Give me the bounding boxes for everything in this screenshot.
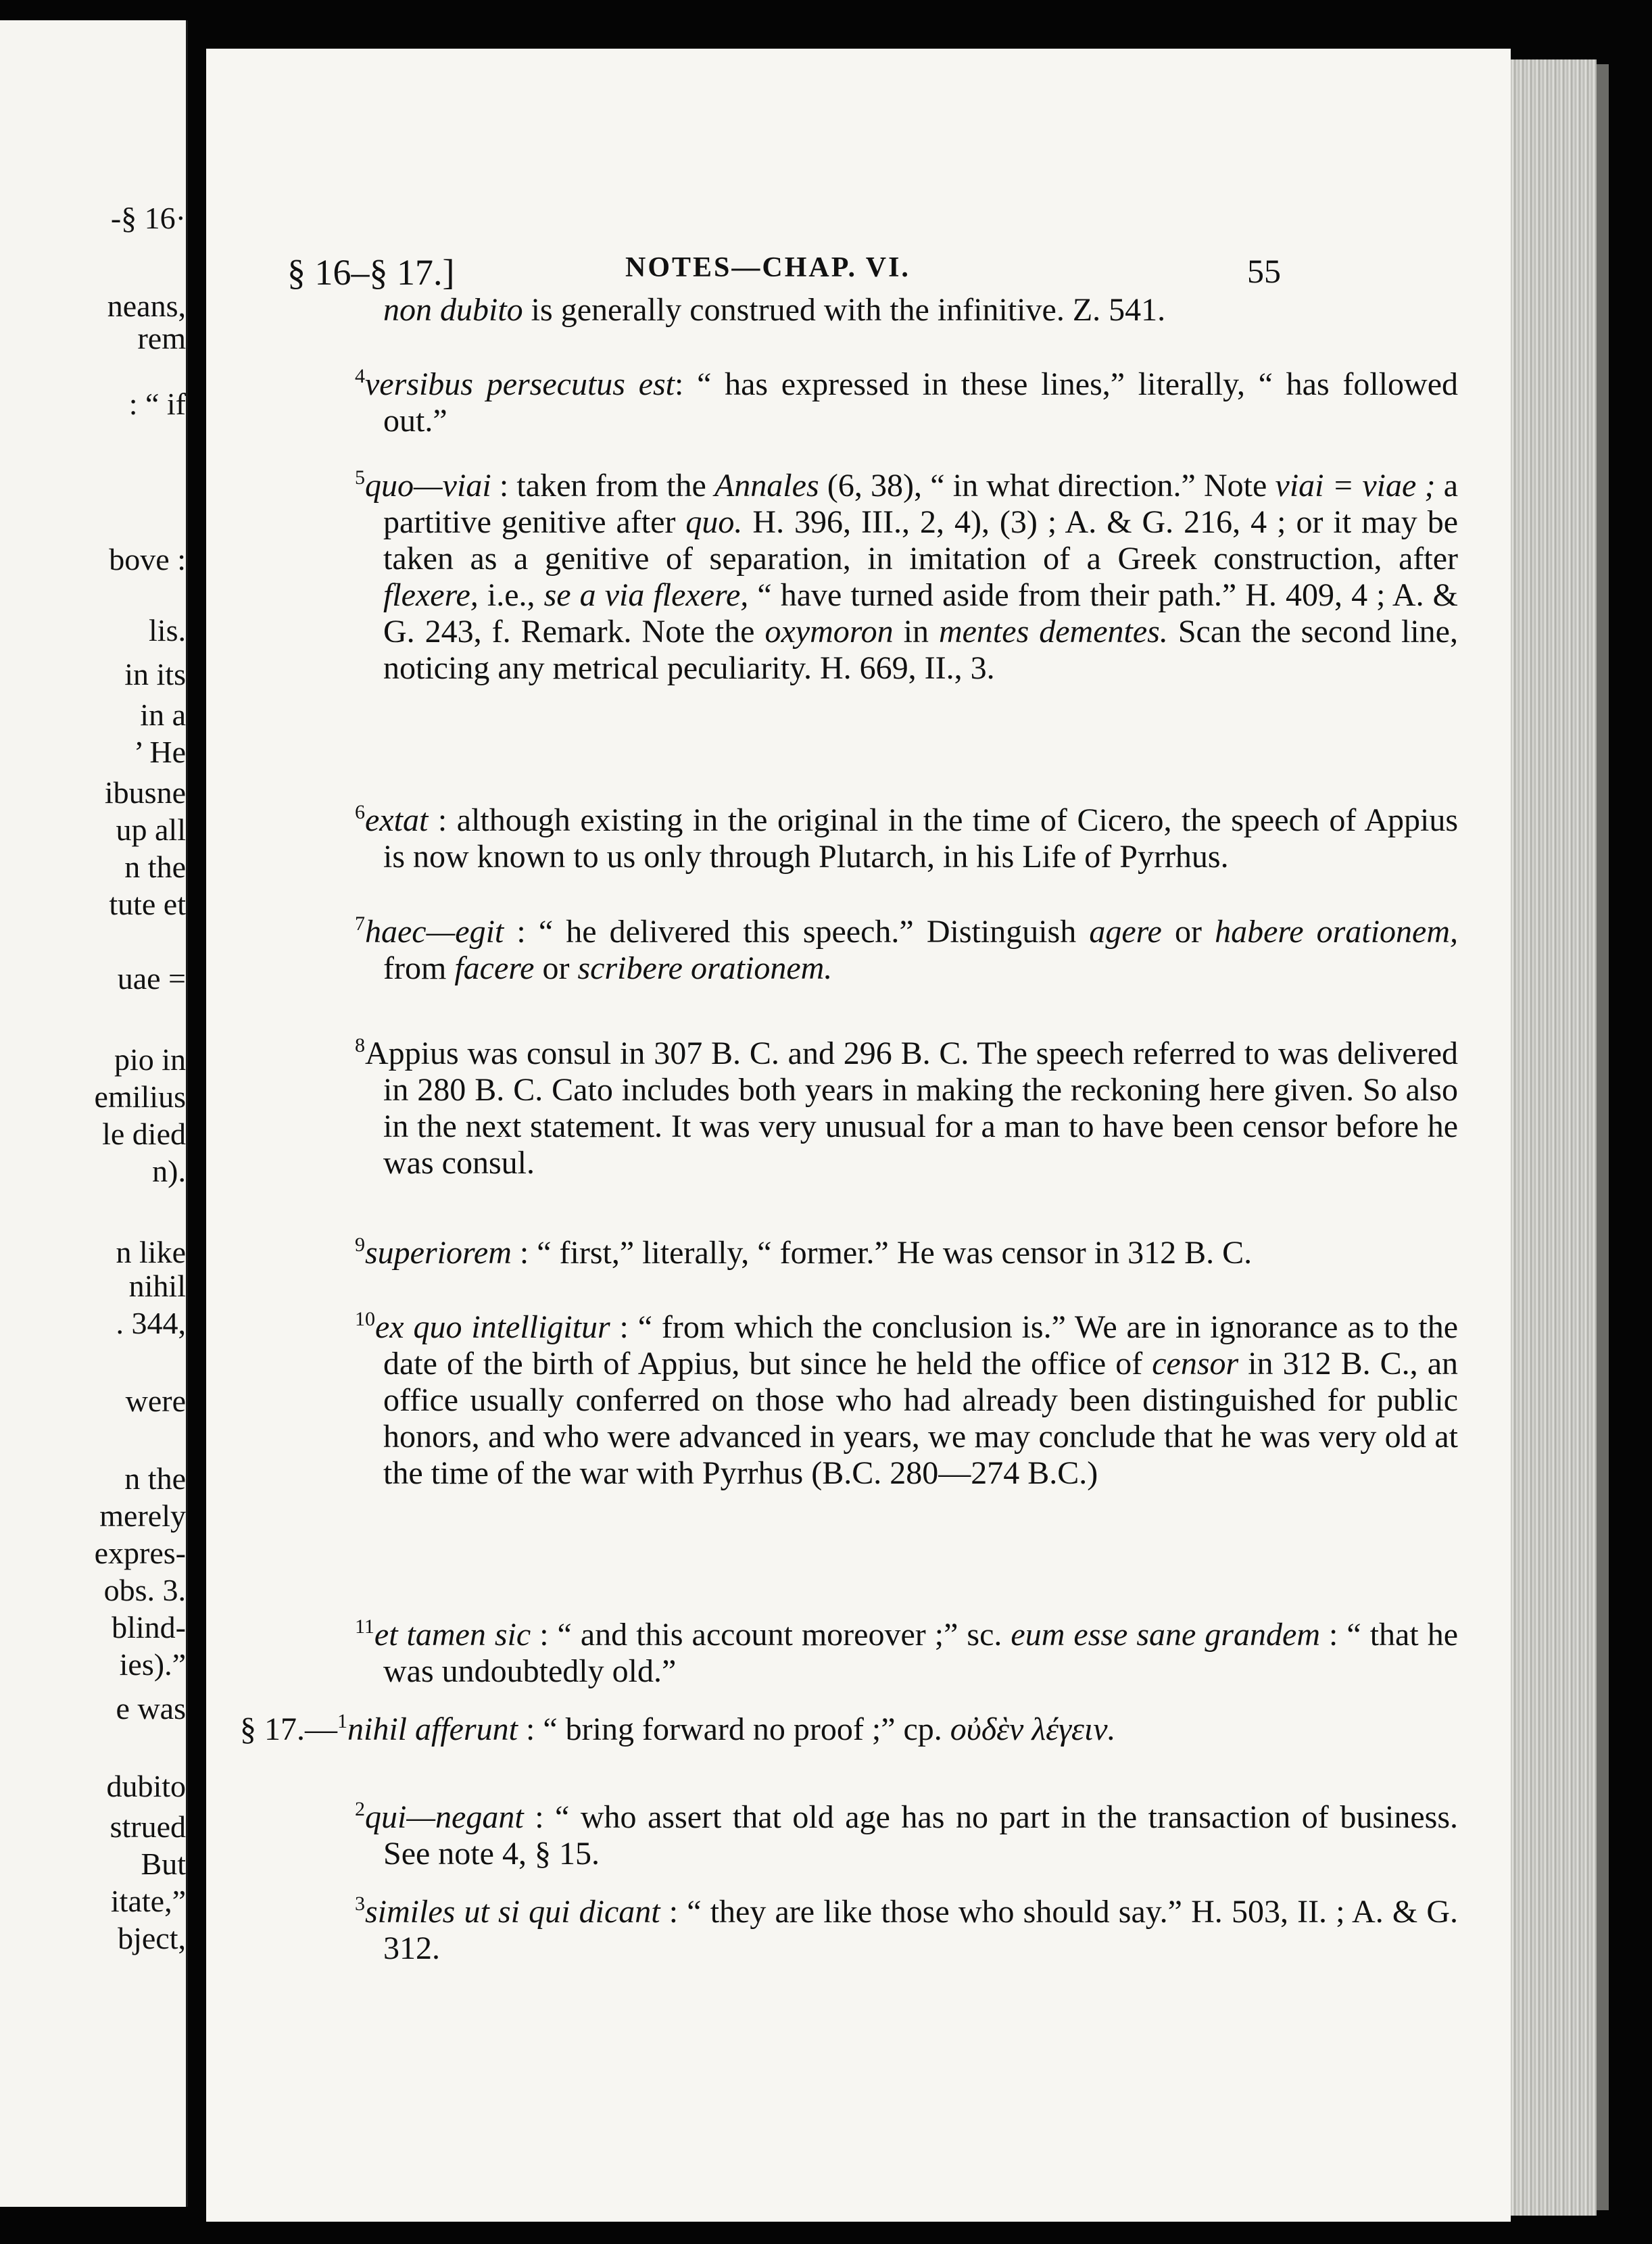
facing-page-line: bject, [118,1921,186,1955]
note-italic-text: habere orationem, [1215,914,1459,950]
note-text: : “ and this account moreover ;” sc. [531,1617,1011,1653]
page-edges [1509,59,1597,2216]
facing-page-line: were [125,1384,186,1418]
facing-page-fragment [0,20,188,2207]
note-lemma: non dubito [383,292,523,328]
note-text: : “ from which the conclusion is.” We are in ignorance as to the date of the birth of Appius, but since he held the office of [383,1309,1458,1382]
note-text: from [383,950,455,986]
running-title: NOTES—CHAP. VI. [625,252,910,283]
note-text: : “ that he was undoubtedly old.” [383,1617,1459,1689]
note-s17n3 [355,1894,1458,1967]
facing-page-line: emilius [94,1079,186,1114]
note-number: 10 [355,1308,375,1330]
note-italic-text: οὐδὲν λέγειν. [950,1711,1116,1747]
note-number: 6 [355,801,365,823]
note-text: a partitive genitive after [383,468,1459,540]
note-number: 9 [355,1234,365,1256]
facing-page-line: ibusne [104,775,186,810]
note-n10 [355,1309,1458,1492]
note-italic-text: mentes dementes. [938,614,1168,650]
facing-page-line: uae = [117,961,186,996]
note-italic-text: flexere, [383,577,479,613]
facing-page-line: n like [116,1235,186,1269]
facing-page-line: nihil [128,1269,186,1303]
facing-page-line: strued [110,1809,186,1844]
note-number: 1 [337,1710,347,1732]
note-text: is generally construed with the infinitive. Z. 541. [523,292,1166,328]
note-n5 [355,468,1458,687]
note-lemma: superiorem [365,1235,512,1271]
note-italic-text: facere [454,950,535,986]
note-italic-text: scribere orationem. [577,950,833,986]
note-lemma: ex quo intelligitur [375,1309,610,1345]
note-text: or [1161,914,1215,950]
note-text: : “ he delivered this speech.” Distinguish [504,914,1090,950]
facing-page-line: obs. 3. [103,1573,186,1607]
facing-page-line: n the [124,1461,186,1496]
note-italic-text: quo. [685,504,743,540]
note-text: : “ has expressed in these lines,” literally, “ has followed out.” [383,366,1458,439]
note-italic-text: eum esse sane grandem [1011,1617,1321,1653]
note-italic-text: oxymoron [764,614,894,650]
facing-page-line: itate,” [110,1884,186,1918]
facing-page-line: tute et [109,887,186,921]
note-n4 [355,366,1458,439]
facing-page-line: pio in [114,1042,186,1077]
facing-page-line: neans, [107,289,186,323]
book-page [206,49,1511,2222]
note-text: in [893,614,939,650]
page-edges-shadow [1597,64,1609,2210]
facing-page-line: blind- [112,1610,186,1644]
note-lemma: haec—egit [365,914,504,950]
section-marker: § 17.— [240,1711,337,1747]
note-lemma: nihil afferunt [347,1711,518,1747]
facing-page-line: rem [137,321,186,356]
section-range: § 16–§ 17.] [287,252,455,293]
note-s17n1 [240,1711,1430,1748]
facing-page-line: in a [140,698,186,732]
note-number: 5 [355,466,365,489]
facing-page-line: up all [116,812,186,847]
facing-page-line: merely [99,1498,186,1533]
note-text: : taken from the [491,468,714,504]
note-italic-text: Annales [714,468,819,504]
note-number: 11 [355,1615,374,1638]
note-italic-text: viai = viae ; [1275,468,1436,504]
note-italic-text: agere [1089,914,1162,950]
note-text: : “ who assert that old age has no part in the transaction of business. See note 4, § 15. [383,1799,1458,1872]
note-n6 [355,802,1458,875]
note-lemma: quo—viai [365,468,491,504]
note-number: 3 [355,1893,365,1915]
note-text: “ have turned aside from their path.” H. 409, 4 ; A. & G. 243, f. Remark. Note the [383,577,1458,650]
note-text: H. 396, III., 2, 4), (3) ; A. & G. 216, 4 ; or it may be taken as a genitive of separation, in imitation of a Greek construction, after [383,504,1459,577]
facing-page-line: . 344, [116,1306,186,1340]
note-italic-text: censor [1152,1346,1239,1382]
page-number: 55 [1247,252,1281,290]
note-text: : “ they are like those who should say.” H. 503, II. ; A. & G. 312. [383,1894,1459,1966]
facing-page-line: n). [152,1154,186,1188]
note-text: : “ bring forward no proof ;” cp. [518,1711,950,1747]
facing-page-line: e was [116,1691,186,1726]
note-s17n2 [355,1799,1458,1872]
facing-page-line: ’ He [133,735,186,769]
note-number: 2 [355,1798,365,1820]
note-italic-text: se a via flexere, [543,577,749,613]
facing-page-line: le died [102,1117,186,1151]
note-text: Scan the second line, noticing any metrical peculiarity. H. 669, II., 3. [383,614,1458,686]
note-n9 [355,1235,1458,1271]
note-text: (6, 38), “ in what direction.” Note [819,468,1276,504]
note-text: or [534,950,578,986]
facing-page-line: dubito [106,1769,186,1803]
note-text: i.e., [478,577,544,613]
note-number: 8 [355,1034,365,1056]
note-lemma: extat [365,802,429,838]
facing-page-line: ies).” [119,1647,186,1682]
facing-page-line: But [141,1847,186,1881]
facing-page-line: lis. [149,613,186,648]
facing-page-line: bove : [109,542,186,577]
note-text: : although existing in the original in the time of Cicero, the speech of Appius is now known to us only through Plutarch, in his Life of Pyrrhus. [383,802,1458,875]
facing-page-line: in its [124,657,186,691]
note-number: 7 [355,912,365,935]
note-text: in 312 B. C., an office usually conferred on those who had already been distinguished for public honors, and who were advanced in years, we may conclude that he was very old at the time of the war with Pyrrhus (B.C. 280—274 B.C.) [383,1346,1459,1491]
note-cont [383,292,1430,328]
facing-page-line: n the [124,850,186,884]
facing-page-line: -§ 16· [110,201,186,235]
note-text: Appius was consul in 307 B. C. and 296 B. C. The speech referred to was delivered in 280 B. C. Cato includes both years in making the reckoning here given. So also in the next statement. It was very unusual for a man to have been censor before he was consul. [365,1035,1458,1181]
note-n8 [355,1035,1458,1181]
note-n7 [355,914,1458,987]
note-lemma: et tamen sic [374,1617,531,1653]
facing-page-line: : “ if [128,387,186,421]
note-text: : “ first,” literally, “ former.” He was censor in 312 B. C. [511,1235,1253,1271]
facing-page-line: expres- [94,1536,186,1570]
note-lemma: similes ut si qui dicant [365,1894,660,1930]
note-lemma: qui—negant [365,1799,524,1835]
note-n11 [355,1617,1458,1690]
note-number: 4 [355,365,365,387]
note-lemma: versibus persecutus est [365,366,675,402]
